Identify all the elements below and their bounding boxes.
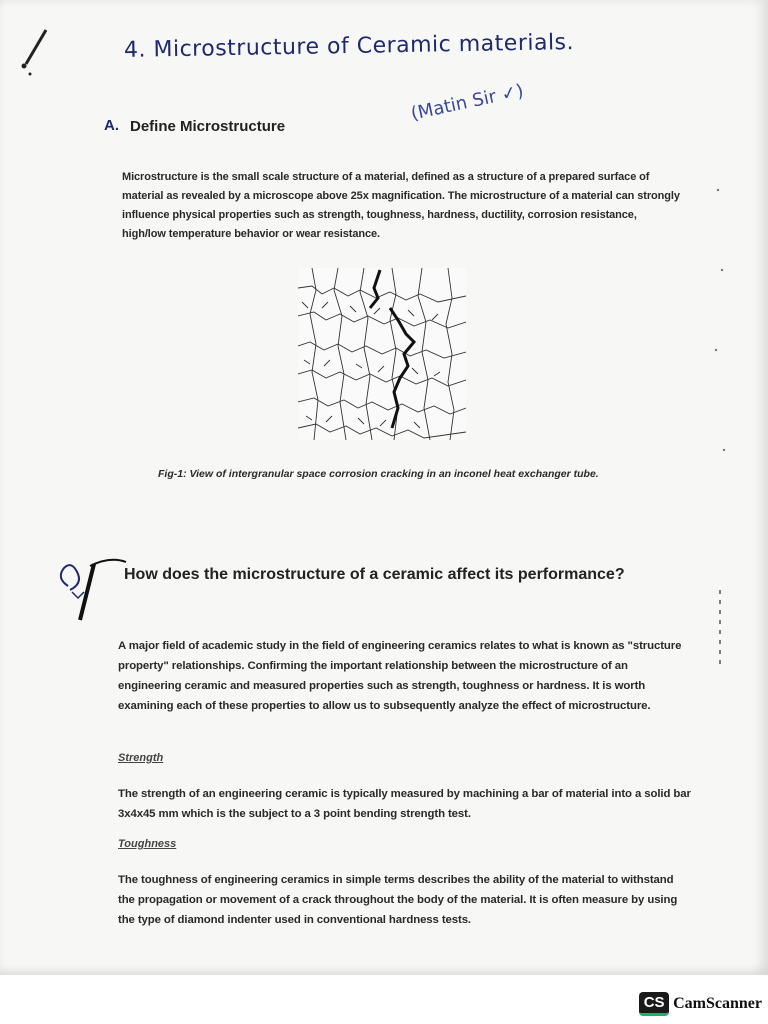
section-b-body: A major field of academic study in the field of engineering ceramics relates to what is known as "structure property" relationships. Confirming the important relationship between the microstructure of an engineering ceramic and measured properties such as strength, toughness or hardness. It is worth examining each of these properties to allow us to subsequently analyze the effect of microstructure.	[118, 640, 682, 712]
handwritten-mark-icon	[50, 552, 130, 624]
toughness-title: Toughness	[118, 838, 177, 850]
camscanner-label: CamScanner	[673, 995, 762, 1012]
figure-caption: Fig-1: View of intergranular space corrosion cracking in an inconel heat exchanger tube.	[158, 468, 599, 480]
handwritten-note: (Matin Sir ✓)	[409, 80, 526, 125]
section-a-body: Microstructure is the small scale structure of a material, defined as a structure of a prepared surface of material as revealed by a microscope above 25x magnification. The microstructure of a material can strongly influence physical properties such as strength, toughness, hardness, ductility, corrosion resistance, high/low temperature behavior or wear resistance.	[122, 171, 680, 240]
strength-title: Strength	[118, 752, 164, 764]
strength-body: The strength of an engineering ceramic is typically measured by machining a bar of material into a solid bar 3x4x45 mm which is the subject to a 3 point bending strength test.	[118, 788, 691, 820]
camscanner-logo-icon: CS	[639, 992, 669, 1016]
camscanner-watermark	[639, 992, 762, 1016]
section-a-label: A.	[104, 117, 119, 134]
microstructure-image	[298, 268, 466, 440]
toughness-body: The toughness of engineering ceramics in simple terms describes the ability of the material to withstand the propagation or movement of a crack throughout the body of the material. It is often measure by using the type of diamond indenter used in conventional hardness tests.	[118, 874, 678, 926]
section-b-heading: How does the microstructure of a ceramic affect its performance?	[124, 566, 625, 583]
scan-edge-marks	[700, 150, 740, 690]
handwritten-title: 4. Microstructure of Ceramic materials.	[123, 30, 575, 63]
section-a-heading: Define Microstructure	[130, 118, 286, 135]
pen-mark-icon	[14, 24, 54, 76]
